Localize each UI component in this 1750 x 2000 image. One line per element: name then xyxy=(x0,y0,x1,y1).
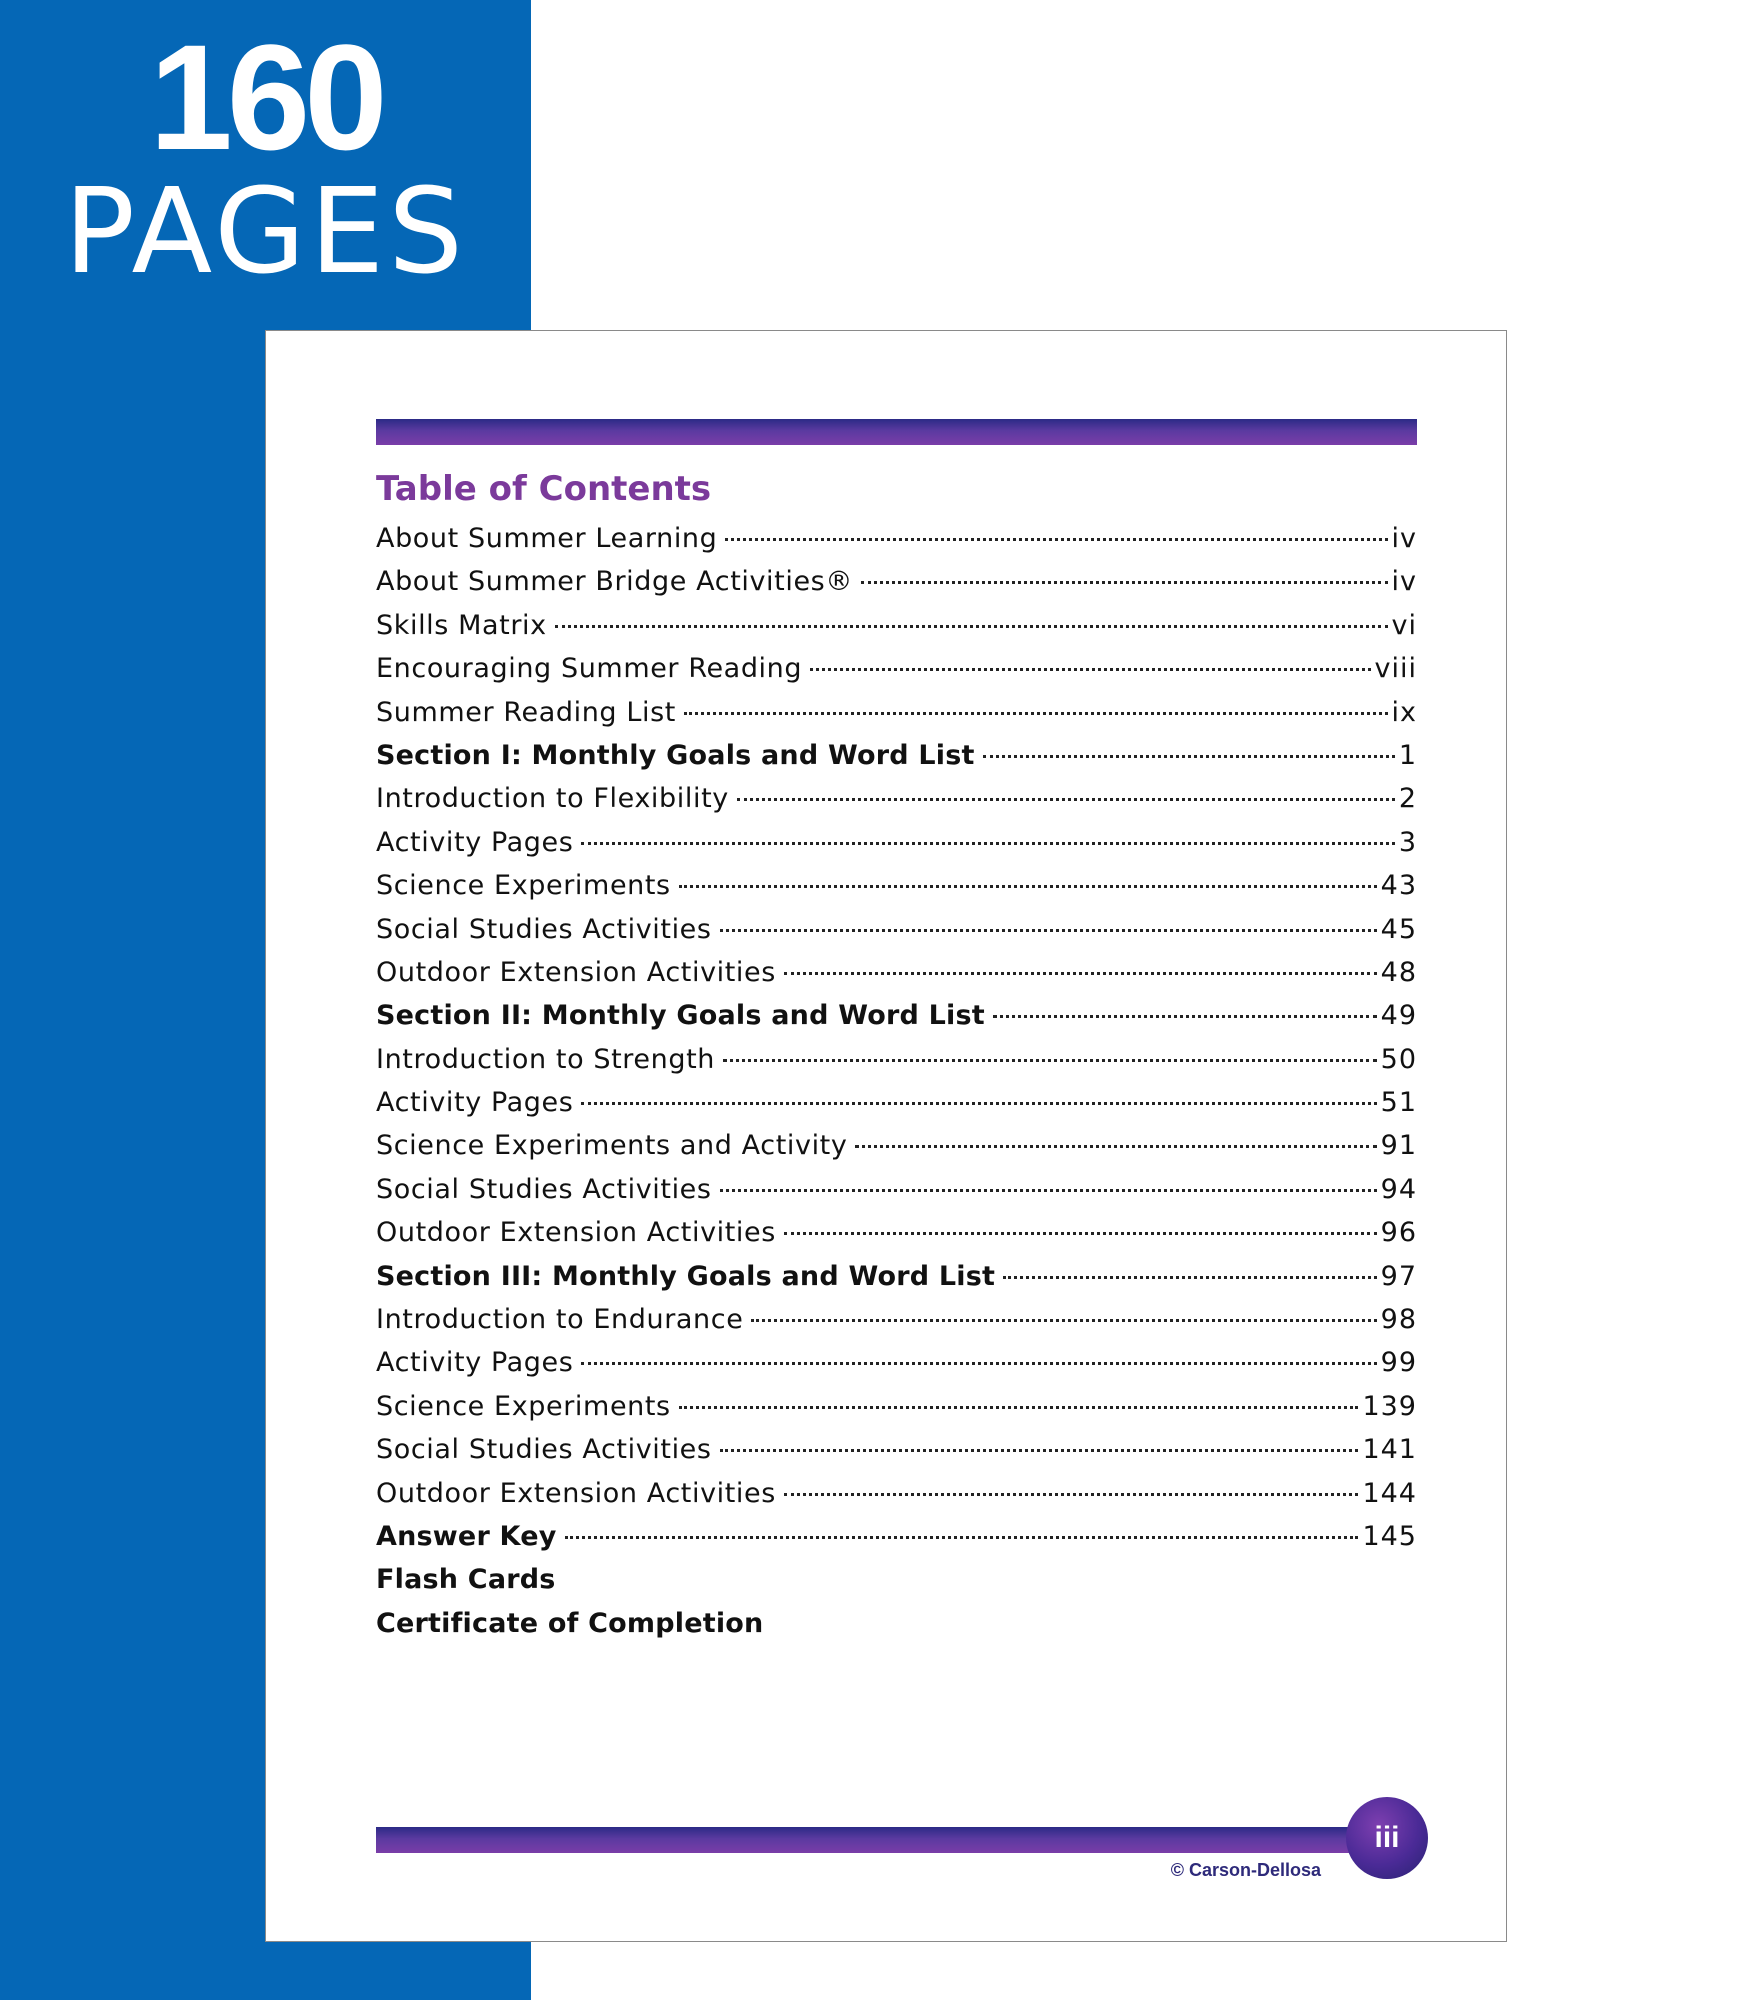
toc-entry xyxy=(376,1347,1417,1390)
toc-list xyxy=(376,523,1417,1651)
toc-entry-label: Social Studies Activities xyxy=(376,913,712,945)
page-title: Table of Contents xyxy=(376,469,712,509)
toc-entry-label: Social Studies Activities xyxy=(376,1434,712,1466)
toc-entry xyxy=(376,523,1417,566)
toc-leader-dots xyxy=(684,711,1388,715)
toc-leader-dots xyxy=(723,1058,1377,1062)
toc-leader-dots xyxy=(855,1144,1376,1148)
toc-entry-label: Science Experiments xyxy=(376,1390,671,1422)
toc-entry-label: Science Experiments xyxy=(376,870,671,902)
toc-entry-page: 49 xyxy=(1380,1000,1417,1032)
toc-entry xyxy=(376,1564,1417,1607)
toc-entry xyxy=(376,1130,1417,1173)
toc-entry-page: 45 xyxy=(1380,913,1417,945)
toc-entry-page: 3 xyxy=(1398,826,1417,858)
toc-entry xyxy=(376,783,1417,826)
top-rule xyxy=(376,419,1417,445)
toc-entry-label: Outdoor Extension Activities xyxy=(376,1477,776,1509)
toc-entry-page: 94 xyxy=(1380,1173,1417,1205)
toc-leader-dots xyxy=(784,971,1377,975)
toc-leader-dots xyxy=(581,1361,1376,1365)
toc-leader-dots xyxy=(581,1101,1376,1105)
toc-leader-dots xyxy=(581,841,1394,845)
toc-leader-dots xyxy=(810,667,1370,671)
toc-leader-dots xyxy=(679,884,1377,888)
toc-entry-page: 141 xyxy=(1362,1434,1417,1466)
toc-entry xyxy=(376,1174,1417,1217)
toc-entry-page: iv xyxy=(1391,566,1417,598)
toc-leader-dots xyxy=(784,1492,1359,1496)
toc-entry-page: 48 xyxy=(1380,956,1417,988)
toc-entry-label: Summer Reading List xyxy=(376,696,676,728)
toc-entry-label: Outdoor Extension Activities xyxy=(376,1217,776,1249)
toc-leader-dots xyxy=(861,580,1388,584)
toc-entry xyxy=(376,697,1417,740)
toc-entry xyxy=(376,1434,1417,1477)
toc-entry xyxy=(376,1304,1417,1347)
toc-entry xyxy=(376,1217,1417,1260)
toc-entry xyxy=(376,827,1417,870)
page-count-word: PAGES xyxy=(63,162,468,300)
toc-leader-dots xyxy=(679,1405,1359,1409)
toc-entry xyxy=(376,914,1417,957)
toc-entry xyxy=(376,566,1417,609)
toc-entry xyxy=(376,1087,1417,1130)
toc-entry-page: 139 xyxy=(1362,1390,1417,1422)
toc-entry xyxy=(376,1478,1417,1521)
toc-entry-label: Outdoor Extension Activities xyxy=(376,956,776,988)
toc-leader-dots xyxy=(565,1535,1359,1539)
toc-leader-dots xyxy=(725,537,1387,541)
toc-leader-dots xyxy=(555,624,1388,628)
toc-entry-label: Introduction to Endurance xyxy=(376,1304,744,1336)
toc-entry-page: 98 xyxy=(1380,1304,1417,1336)
page-count-number: 160 xyxy=(149,13,382,181)
toc-entry-label: Activity Pages xyxy=(376,1347,574,1379)
toc-entry-label: Introduction to Strength xyxy=(376,1043,715,1075)
bottom-rule xyxy=(376,1827,1376,1853)
toc-entry-page: 43 xyxy=(1380,870,1417,902)
toc-entry-page: 96 xyxy=(1380,1217,1417,1249)
toc-entry-label: Science Experiments and Activity xyxy=(376,1130,848,1162)
toc-leader-dots xyxy=(751,1318,1376,1322)
toc-entry-label: Activity Pages xyxy=(376,826,574,858)
toc-entry xyxy=(376,610,1417,653)
toc-entry xyxy=(376,1391,1417,1434)
toc-entry-page: 51 xyxy=(1380,1087,1417,1119)
toc-entry-page: 145 xyxy=(1362,1520,1417,1552)
toc-entry xyxy=(376,653,1417,696)
toc-entry xyxy=(376,1000,1417,1043)
toc-entry xyxy=(376,957,1417,1000)
toc-entry-label: Certificate of Completion xyxy=(376,1607,764,1639)
toc-entry-label: Social Studies Activities xyxy=(376,1173,712,1205)
toc-leader-dots xyxy=(720,1188,1377,1192)
toc-entry-label: Answer Key xyxy=(376,1520,557,1552)
toc-entry-label: Encouraging Summer Reading xyxy=(376,653,803,685)
toc-leader-dots xyxy=(1003,1275,1377,1279)
toc-entry-page: 91 xyxy=(1380,1130,1417,1162)
book-page xyxy=(265,330,1507,1942)
toc-leader-dots xyxy=(720,928,1377,932)
toc-entry xyxy=(376,1044,1417,1087)
toc-entry-label: About Summer Learning xyxy=(376,523,718,554)
toc-entry-label: Activity Pages xyxy=(376,1087,574,1119)
toc-entry-label: Section III: Monthly Goals and Word List xyxy=(376,1260,996,1292)
toc-entry-label: Section II: Monthly Goals and Word List xyxy=(376,1000,985,1032)
toc-entry-page: 50 xyxy=(1380,1043,1417,1075)
toc-entry-page: 97 xyxy=(1380,1260,1417,1292)
toc-entry-page: 99 xyxy=(1380,1347,1417,1379)
toc-entry xyxy=(376,870,1417,913)
page-number-badge: iii xyxy=(1346,1797,1428,1879)
toc-leader-dots xyxy=(993,1014,1377,1018)
toc-entry-page: 2 xyxy=(1398,783,1417,815)
toc-entry-page: 1 xyxy=(1398,739,1417,771)
toc-leader-dots xyxy=(983,754,1395,758)
toc-entry-page: 144 xyxy=(1362,1477,1417,1509)
copyright-notice: © Carson-Dellosa xyxy=(1170,1860,1321,1880)
toc-entry xyxy=(376,1261,1417,1304)
toc-entry-label: Introduction to Flexibility xyxy=(376,783,729,815)
toc-entry xyxy=(376,740,1417,783)
toc-entry-label: Section I: Monthly Goals and Word List xyxy=(376,739,975,771)
toc-leader-dots xyxy=(784,1231,1377,1235)
toc-entry-page: vi xyxy=(1391,609,1417,641)
toc-leader-dots xyxy=(737,797,1395,801)
toc-entry xyxy=(376,1608,1417,1651)
toc-leader-dots xyxy=(720,1448,1359,1452)
toc-entry-label: Flash Cards xyxy=(376,1564,556,1596)
toc-entry-label: Skills Matrix xyxy=(376,609,547,641)
toc-entry-page: iv xyxy=(1391,523,1417,554)
toc-entry xyxy=(376,1521,1417,1564)
toc-entry-label: About Summer Bridge Activities® xyxy=(376,566,853,598)
toc-entry-page: viii xyxy=(1374,653,1417,685)
toc-entry-page: ix xyxy=(1391,696,1417,728)
